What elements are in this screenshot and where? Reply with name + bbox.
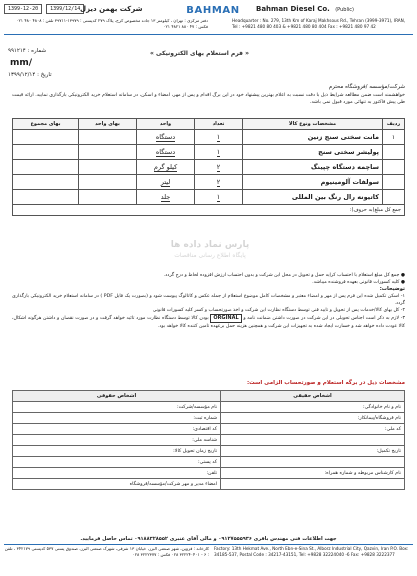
col-header-total-price: بهای مجموع	[13, 119, 79, 130]
table-row	[13, 190, 405, 205]
bahman-logo	[178, 2, 248, 18]
row-number	[383, 175, 405, 190]
logo-text: BAHMAN	[186, 4, 240, 16]
spec-natural-field	[221, 435, 405, 446]
watermark-text: پارس نماد داده ها	[170, 240, 250, 250]
item-unit: جلد	[160, 193, 171, 201]
footer-divider	[4, 544, 413, 545]
letter-number: شماره : ۹۹۱۲۱۴	[8, 48, 47, 54]
item-unit-price	[79, 130, 137, 145]
items-table	[12, 118, 405, 216]
specs-title: مشخصات ذیل در برگه استعلام و صورتحساب الزامی است:	[246, 380, 405, 386]
note-bullet-2-text: کلیه کسورات قانونی بعهده فروشنده میباشد.	[312, 280, 400, 285]
row-number	[383, 160, 405, 175]
note-2: ۲- کل بهای کالا/خدمات پس از تحویل و تایید فنی توسط دستگاه نظارت این شرکت و اخذ صورتحساب و کسر کلیه کسورات قانونی	[152, 308, 405, 313]
item-unit-price	[79, 160, 137, 175]
col-header-legal-entities: اشخاص حقوقی	[13, 391, 221, 402]
table-row	[13, 435, 405, 446]
note-3-part-b: بودن کالا توسط دستگاه نظارت مورد تائید خواهد گرفت و در صورت نقصان و داشتن هرگونه اشکال، کالا عودت داده خواهد شد و خسارت ایجاد شده به تجهیزات این شرکت و همچنین هزینه حمل برعهده تامین کننده کالا خواهد بود.	[12, 316, 405, 329]
col-header-unit: واحد	[137, 119, 195, 130]
item-description: ساچمه دستگاه چپینگ	[243, 160, 383, 175]
note-bullet-1: ● جمع کل مبلغ استعلام با احتساب کرایه حمل و تحویل در محل این شرکت و بدون احتساب ارزش افزوده لحاظ و درج گردد.	[163, 273, 405, 278]
factory-address-fa: کارخانه : قزوین، شهر صنعتی البرز، خیابان ۱۳ شرقی، شهرک صنعتی البرز، صندوق پستی ۵۳۷ کدپستی ۳۴۲۱۷۹ ، تلفن : ۶ - ۳۲۲۲۴۰۴۰۱ ۰۲۸ فکس : ۳۲۲۲۳۷۷ ۰۲۸	[4, 546, 209, 557]
item-quantity: ۱	[216, 193, 221, 201]
item-unit: دستگاه	[155, 133, 176, 141]
spec-natural-field: نام و نام خانوادگی:	[221, 402, 405, 413]
item-total-price	[13, 190, 79, 205]
recipient-line: شرکت/مؤسسه /فروشگاه محترم	[328, 84, 405, 90]
spec-natural-field: کد ملی:	[221, 424, 405, 435]
item-unit-price	[79, 190, 137, 205]
public-label: (Public)	[335, 7, 354, 13]
contact-line: جهت اطلاعات فنی مهندس باقری ۰۹۱۲۷۵۵۵۹۳۶ و مالی آقای عنبری ۰۹۱۸۸۳۲۸۵۵۲ تماس حاصل فرمایید.	[80, 536, 337, 542]
row-number	[383, 145, 405, 160]
item-total-price	[13, 145, 79, 160]
notes-heading: توضیحات:	[379, 286, 405, 292]
table-row	[13, 160, 405, 175]
item-quantity-cell	[195, 130, 243, 145]
headquarter-address-en: Headquarter : No. 279, 13th Km of Karaj Makhsous Rd., Tehran (3999-3971), IRAN, Tel : +9821 480 80 403 & +9821 480 80 404 Fax : +9821 480 97 42	[232, 18, 406, 29]
col-header-description: مشخصات ونوع کالا	[243, 119, 383, 130]
table-row	[13, 446, 405, 457]
spec-legal-field: تاریخ زمان تحویل کالا:	[13, 446, 221, 457]
table-row	[13, 424, 405, 435]
watermark-subtext: پایگاه اطلاع رسانی مناقصات	[174, 252, 246, 259]
table-row	[13, 175, 405, 190]
spec-legal-field: کد اقتصادی:	[13, 424, 221, 435]
company-name-en	[256, 5, 354, 13]
spec-legal-field: شناسه ملی:	[13, 435, 221, 446]
item-description: مانت سختی سنج زنین	[243, 130, 383, 145]
item-quantity: ۱	[216, 133, 221, 141]
items-table-header	[13, 119, 405, 130]
specs-table-header	[13, 391, 405, 402]
table-row	[13, 479, 405, 490]
table-row	[13, 145, 405, 160]
note-bullet-1-text: جمع کل مبلغ استعلام با احتساب کرایه حمل و تحویل در محل این شرکت و بدون احتساب ارزش افزوده لحاظ و درج گردد.	[163, 273, 400, 278]
notes-section	[12, 272, 405, 330]
spec-legal-field: نام مؤسسه/شرکت:	[13, 402, 221, 413]
spec-natural-field: نام کارشناس مربوطه و شماره همراه:	[221, 468, 405, 479]
item-total-price	[13, 130, 79, 145]
note-3	[12, 314, 405, 330]
item-quantity: ۲	[216, 163, 221, 171]
note-bullet-2: ● کلیه کسورات قانونی بعهده فروشنده میباشد.	[312, 280, 405, 285]
table-row	[13, 457, 405, 468]
row-number	[383, 190, 405, 205]
row-number: ۱	[383, 130, 405, 145]
item-unit: کیلو گرم	[153, 163, 178, 171]
item-total-price	[13, 160, 79, 175]
item-description: سولفات آلومینیوم	[243, 175, 383, 190]
date-stamp-right: 1399/12/14	[46, 4, 84, 14]
total-amount-row	[13, 205, 405, 216]
letter-date: تاریخ : ۱۳۹۹/۱۲/۱۴	[8, 72, 52, 78]
item-unit: دستگاه	[155, 148, 176, 156]
table-row	[13, 130, 405, 145]
item-quantity: ۱	[216, 148, 221, 156]
factory-address-en: Factory: 13th Hekmat Ave., North Ebn-e-Sina St., Alborz Industrial City, Qazvin, Iran P.O. Box: 34185-537, Postal Code : 34217-43151, Tel: +9828 32224040 -6 Fax: +9828 3222377	[214, 546, 409, 557]
item-description: پولیشر سختی سنج	[243, 145, 383, 160]
spec-legal-field: تلفن:	[13, 468, 221, 479]
spec-natural-field	[221, 457, 405, 468]
spec-natural-field	[221, 479, 405, 490]
item-unit-cell	[137, 130, 195, 145]
item-quantity-cell	[195, 190, 243, 205]
date-stamps	[4, 4, 84, 14]
item-unit-price	[79, 145, 137, 160]
company-name-en-text: Bahman Diesel Co.	[256, 5, 330, 13]
note-3-part-a: ۳- لازم به ذکر است اجناس تحویلی در این شرکت در صورت داشتن ضمانت نامه و	[243, 316, 406, 321]
headquarter-address-fa: دفتر مرکزی : تهران ، کیلومتر ۱۳ جاده مخصوص کرج، پلاک ۲۷۹ کدپستی : ۱۳۹۷۹-۳۹۷۱۱ تلفن : ۴۸۰۸ ۴۸۰ ۰۲۱ فکس : ۴۷ ۸۸۰ ۴۸۲۱ ۰۲۱	[16, 18, 208, 29]
item-total-price	[13, 175, 79, 190]
spec-legal-field: کد پستی:	[13, 457, 221, 468]
letter-mm-mark: mm/	[10, 58, 33, 68]
total-amount-label: جمع کل مبلغ(به حروف):	[13, 205, 405, 216]
spec-legal-field: امضاء مدیر و مهر شرکت/مؤسسه/فروشگاه	[13, 479, 221, 490]
date-stamp-left: 1399-12-20	[4, 4, 42, 14]
col-header-row-no: ردیف	[383, 119, 405, 130]
intro-paragraph: خواهشمند است ضمن مطالعه شرایط ذیل با دقت نسبت به اعلام بهترین پیشنهاد خود در این برگ اقدام و پس از مهر، امضاء و اسکن، در سامانه استعلام خرید الکترونیکی بارگذاری نمایید. ارائه قیمت طی پیش فاکتور به تنهائی مورد قبول نمی باشد.	[12, 93, 405, 105]
item-unit-cell	[137, 175, 195, 190]
col-header-quantity: تعداد	[195, 119, 243, 130]
table-row	[13, 468, 405, 479]
col-header-natural-persons: اشخاص حقیقی	[221, 391, 405, 402]
item-unit: لیتر	[160, 178, 171, 186]
form-title: « فرم استعلام بهای الکترونیکی »	[150, 50, 249, 57]
company-name-fa: شرکت بهمن دیزل	[80, 5, 143, 13]
spec-natural-field: تاریخ تکمیل:	[221, 446, 405, 457]
original-label: ORGINAL	[210, 314, 241, 323]
spec-legal-field: شماره ثبت:	[13, 413, 221, 424]
specs-table	[12, 390, 405, 490]
item-description: کاتیونه رال رنگ بین المللی	[243, 190, 383, 205]
item-quantity-cell	[195, 175, 243, 190]
item-quantity-cell	[195, 160, 243, 175]
header-divider	[4, 34, 413, 35]
item-unit-price	[79, 175, 137, 190]
item-unit-cell	[137, 145, 195, 160]
col-header-unit-price: بهای واحد	[79, 119, 137, 130]
item-unit-cell	[137, 160, 195, 175]
item-quantity-cell	[195, 145, 243, 160]
item-unit-cell	[137, 190, 195, 205]
note-1: ۱- اسکن تکمیل شده این فرم پس از مهر و امضاء معتبر و مشخصات کامل موضوع استعلام از جمله عکس و کاتالوگ پیوست شود و (بصورت یک فایل PDF ) در سامانه استعلام خرید الکترونیکی بارگذاری گردد.	[12, 294, 405, 306]
item-quantity: ۲	[216, 178, 221, 186]
table-row	[13, 402, 405, 413]
table-row	[13, 413, 405, 424]
spec-natural-field: نام فروشگاه/پیمانکار:	[221, 413, 405, 424]
